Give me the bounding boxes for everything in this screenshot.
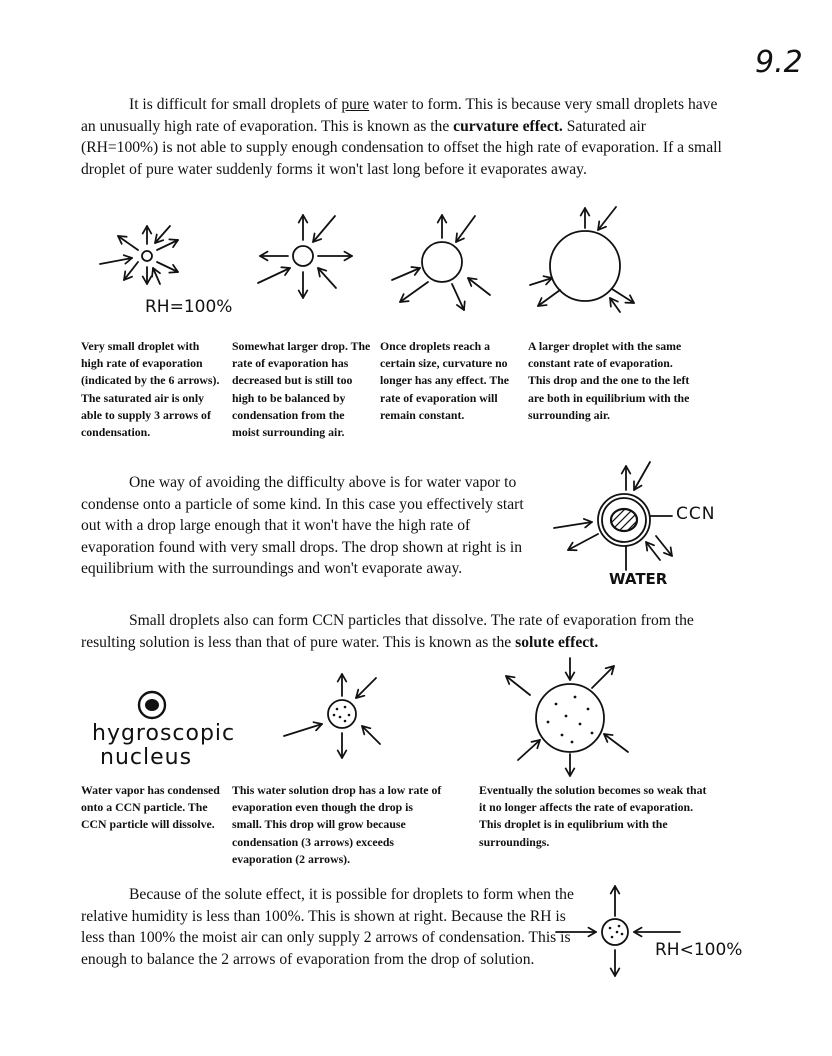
tiny-droplet-drawing	[100, 226, 178, 284]
nucleus-word: nucleus	[100, 745, 193, 770]
rh-less-than-100-label: RH<100%	[655, 940, 743, 960]
caption-medium-droplet: Once droplets reach a certain size, curvature no longer has any effect. The rate of evaporation will remain constant.	[380, 339, 509, 422]
caption-solution-droplet-small: This water solution drop has a low rate of evaporation even though the drop is small. This drop will grow because condensation (3 arrows) exceeds evaporation (2 arrows).	[232, 783, 442, 866]
caption-hygroscopic-nucleus: Water vapor has condensed onto a CCN particle. The CCN particle will dissolve.	[81, 783, 220, 832]
ccn-label: CCN	[676, 504, 716, 524]
solute-effect-term: solute effect.	[515, 633, 599, 651]
caption-small-droplet: Somewhat larger drop. The rate of evaporation has decreased but is still too high to be balanced by condensation from the moist surrounding air.	[232, 339, 371, 440]
solution-droplet-large-drawing	[506, 658, 628, 776]
caption-tiny-droplet: Very small droplet with high rate of evaporation (indicated by the 6 arrows). The saturated air is only able to supply 3 arrows of condensation.	[81, 339, 220, 440]
intro-text-2: water to form. This is because very small droplets have an unusually high rate of evaporation. This is known as the	[81, 96, 718, 135]
curvature-effect-term: curvature effect.	[453, 117, 563, 135]
rh-100-label: RH=100%	[145, 297, 233, 317]
solution-droplet-small-drawing	[284, 674, 380, 758]
hygroscopic-nucleus-drawing	[139, 692, 165, 718]
caption-solution-droplet-large: Eventually the solution becomes so weak that it no longer affects the rate of evaporation. This droplet is in equlibrium with the surroundings.	[479, 783, 707, 849]
curvature-figures	[0, 0, 832, 340]
solute-paragraph	[81, 610, 731, 653]
intro-text-1: It is difficult for small droplets of	[129, 96, 342, 113]
hygroscopic-word: hygroscopic	[92, 721, 236, 746]
intro-underlined-word: pure	[341, 96, 370, 113]
ccn-droplet-drawing	[554, 462, 672, 570]
water-label: WATER	[609, 570, 668, 588]
final-paragraph: Because of the solute effect, it is possible for droplets to form when the relative humidity is less than 100%. This is shown at right. Because the RH is less than 100% the moist air can only supply 2 arrows of condensation. This is enough to balance the 2 arrows of evaporation from the drop of solution.	[81, 886, 574, 968]
ccn-paragraph: One way of avoiding the difficulty above is for water vapor to condense onto a particle of some kind. In this case you effectively start out with a drop large enough that it won't have the high rate of evaporation found with very small drops. The drop shown at right is in equilibrium with the surroundings and won't evaporate away.	[81, 474, 524, 578]
hygroscopic-nucleus-label	[92, 722, 235, 770]
solute-text: Small droplets also can form CCN particles that dissolve. The rate of evaporation from the resulting solution is less than that of pure water. This is known as the	[81, 612, 694, 651]
caption-large-droplet: A larger droplet with the same constant rate of evaporation. This drop and the one to the left are both in equilibrium with the surrounding air.	[528, 339, 690, 422]
medium-droplet-drawing	[392, 215, 490, 310]
intro-text-3: Saturated air (RH=100%) is not able to supply enough condensation to offset the high rate of evaporation. If a small droplet of pure water suddenly forms it won't last long before it evaporates away.	[81, 117, 722, 178]
page-number: 9.2	[755, 45, 803, 80]
large-droplet-drawing	[530, 207, 634, 312]
small-droplet-drawing	[258, 215, 352, 298]
